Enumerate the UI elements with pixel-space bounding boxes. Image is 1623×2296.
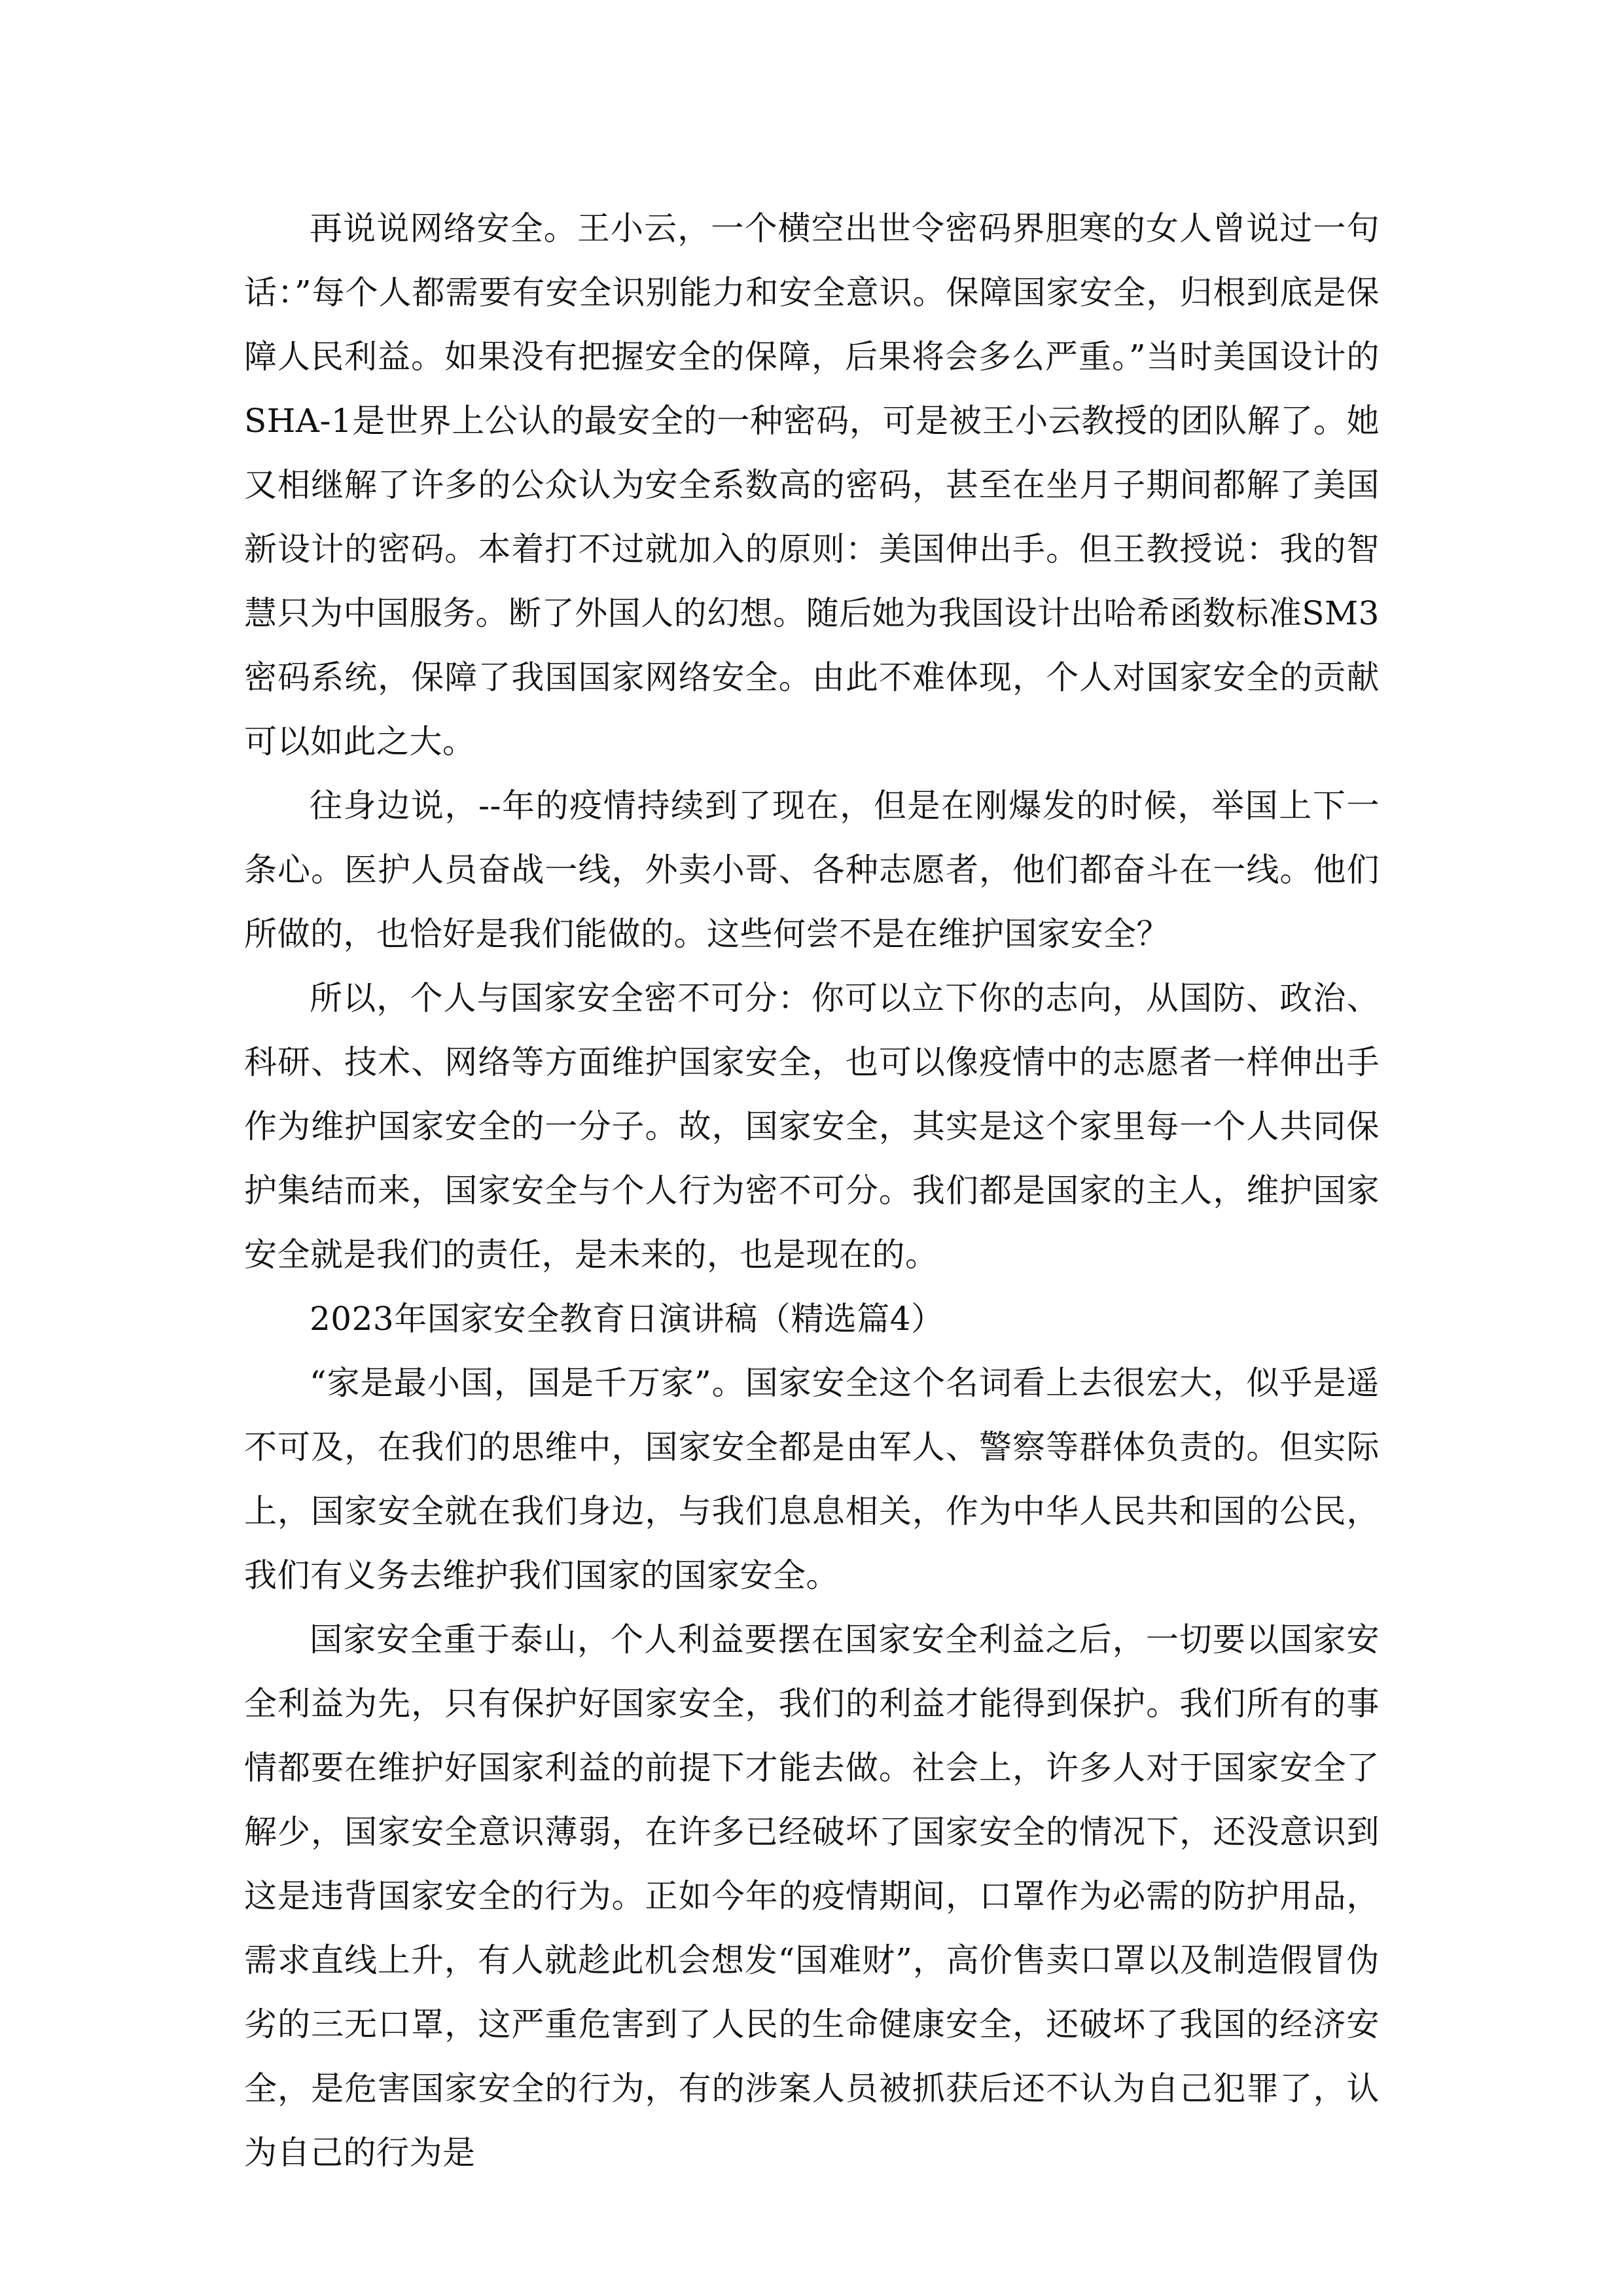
section-heading: 2023年国家安全教育日演讲稿（精选篇4） [310,1300,944,1338]
document-body [244,196,1380,2185]
paragraph-epidemic: 往身边说，--年的疫情持续到了现在，但是在刚爆发的时候，举国上下一条心。医护人员奋战一线，外卖小哥、各种志愿者，他们都奋斗在一线。他们所做的，也恰好是我们能做的。这些何尝不是在维护国家安全？ [244,787,1380,953]
paragraph-national-security-first: 国家安全重于泰山，个人利益要摆在国家安全利益之后，一切要以国家安全利益为先，只有保护好国家安全，我们的利益才能得到保护。我们所有的事情都要在维护好国家利益的前提下才能去做。社会上，许多人对于国家安全了解少，国家安全意识薄弱，在许多已经破坏了国家安全的情况下，还没意识到这是违背国家安全的行为。正如今年的疫情期间，口罩作为必需的防护用品，需求直线上升，有人就趁此机会想发“国难财”，高价售卖口罩以及制造假冒伪劣的三无口罩，这严重危害到了人民的生命健康安全，还破坏了我国的经济安全，是危害国家安全的行为，有的涉案人员被抓获后还不认为自己犯罪了，认为自己的行为是 [244,1621,1380,2172]
paragraph-conclusion: 所以，个人与国家安全密不可分：你可以立下你的志向，从国防、政治、科研、技术、网络等方面维护国家安全，也可以像疫情中的志愿者一样伸出手作为维护国家安全的一分子。故，国家安全，其实是这个家里每一个人共同保护集结而来，国家安全与个人行为密不可分。我们都是国家的主人，维护国家安全就是我们的责任，是未来的，也是现在的。 [244,979,1380,1274]
paragraph-network-security: 再说说网络安全。王小云，一个横空出世令密码界胆寒的女人曾说过一句话：”每个人都需要有安全识别能力和安全意识。保障国家安全，归根到底是保障人民利益。如果没有把握安全的保障，后果将会多么严重。”当时美国设计的SHA-1是世界上公认的最安全的一种密码，可是被王小云教授的团队解了。她又相继解了许多的公众认为安全系数高的密码，甚至在坐月子期间都解了美国新设计的密码。本着打不过就加入的原则：美国伸出手。但王教授说：我的智慧只为中国服务。断了外国人的幻想。随后她为我国设计出哈希函数标准SM3密码系统，保障了我国国家网络安全。由此不难体现，个人对国家安全的贡献可以如此之大。 [244,209,1380,761]
paragraph-home-and-country: “家是最小国，国是千万家”。国家安全这个名词看上去很宏大，似乎是遥不可及，在我们的思维中，国家安全都是由军人、警察等群体负责的。但实际上，国家安全就在我们身边，与我们息息相关，作为中华人民共和国的公民，我们有义务去维护我们国家的国家安全。 [244,1364,1380,1594]
